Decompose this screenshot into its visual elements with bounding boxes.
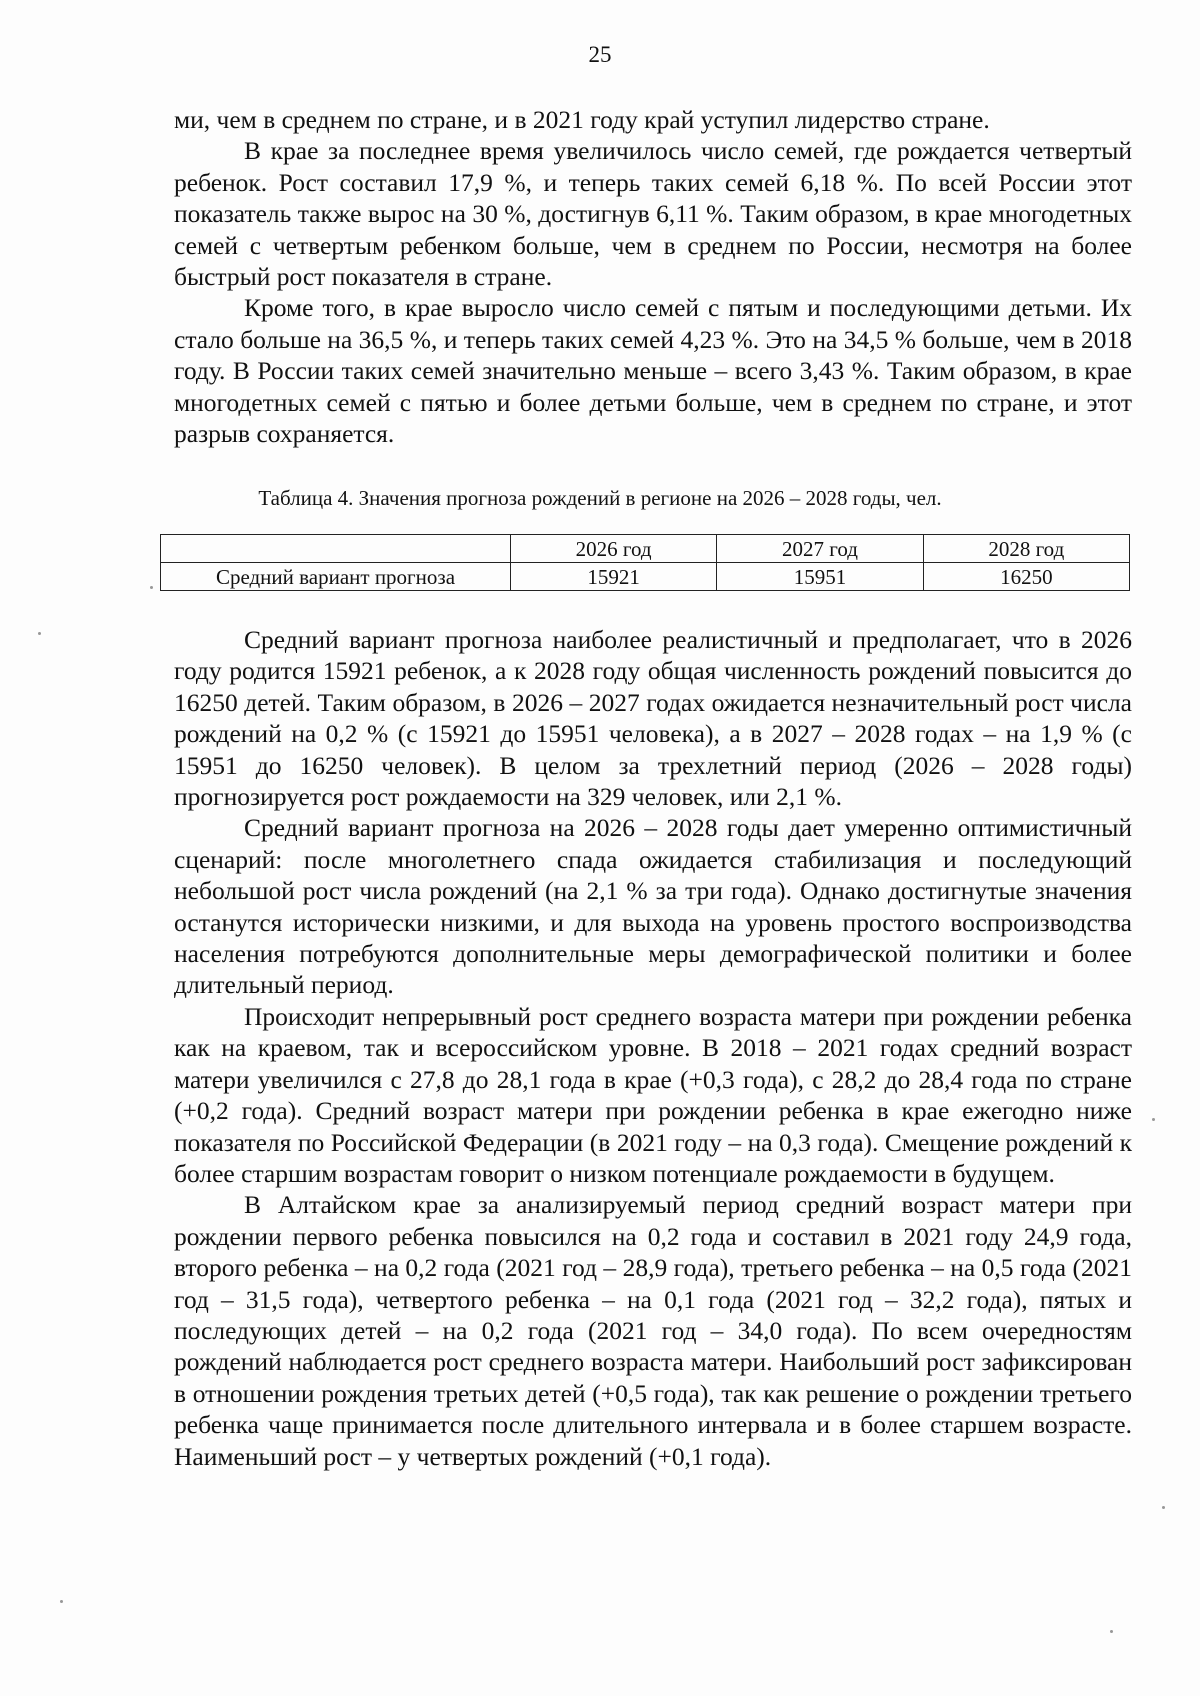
scan-speck — [1162, 1506, 1165, 1509]
table-cell: 16250 — [923, 563, 1129, 591]
table-cell: 15921 — [510, 563, 716, 591]
table-header-cell: 2027 год — [717, 535, 923, 563]
table-row-label: Средний вариант прогноза — [161, 563, 511, 591]
table-header-cell: 2026 год — [510, 535, 716, 563]
bottom-text-block — [174, 624, 1132, 1472]
paragraph: Происходит непрерывный рост среднего возраста матери при рождении ребенка как на краевом, так и всероссийском уровне. В 2018 – 2021 годах средний возраст матери увеличился с 27,8 до 28,1 года в крае (+0,3 года), с 28,2 до 28,4 года по стране (+0,2 года). Средний возраст матери при рождении ребенка в крае ежегодно ниже показателя по Российской Федерации (в 2021 году – на 0,3 года). Смещение рождений к более старшим возрастам говорит о низком потенциале рождаемости в будущем. — [174, 1001, 1132, 1188]
table-header-cell — [161, 535, 511, 563]
page-number: 25 — [588, 42, 612, 67]
top-text-block — [174, 104, 1132, 449]
scan-speck — [1110, 1630, 1113, 1633]
table-header-row — [161, 535, 1130, 563]
paragraph: ми, чем в среднем по стране, и в 2021 году край уступил лидерство стране. — [174, 105, 990, 134]
table-row — [161, 563, 1130, 591]
paragraph: Кроме того, в крае выросло число семей с пятым и последующими детьми. Их стало больше на 36,5 %, и теперь таких семей 4,23 %. Это на 34,5 % больше, чем в 2018 году. В России таких семей значительно меньше – всего 3,43 %. Таким образом, в крае многодетных семей с пятью и более детьми больше, чем в среднем по стране, и этот разрыв сохраняется. — [174, 293, 1132, 449]
paragraph: В Алтайском крае за анализируемый период средний возраст матери при рождении первого ребенка повысился на 0,2 года и составил в 2021 году 24,9 года, второго ребенка – на 0,2 года (2021 год – 28,9 года), третьего ребенка – на 0,5 года (2021 год – 31,5 года), четвертого ребенка – на 0,1 года (2021 год – 32,2 года), пятых и последующих детей – на 0,2 года (2021 год – 34,0 года). По всем очередностям рождений наблюдается рост среднего возраста матери. Наибольший рост зафиксирован в отношении рождения третьих детей (+0,5 года), так как решение о рождении третьего ребенка чаще принимается после длительного интервала и в более старшем возрасте. Наименьший рост – у четвертых рождений (+0,1 года). — [174, 1190, 1132, 1471]
scan-speck — [1152, 1118, 1155, 1121]
scan-speck — [38, 632, 41, 635]
scan-speck — [60, 1600, 63, 1603]
table-header-cell: 2028 год — [923, 535, 1129, 563]
forecast-table — [160, 534, 1130, 591]
table-cell: 15951 — [717, 563, 923, 591]
scan-speck — [150, 586, 153, 589]
paragraph: Средний вариант прогноза наиболее реалистичный и предполагает, что в 2026 году родится 15921 ребенок, а к 2028 году общая численность рождений повысится до 16250 детей. Таким образом, в 2026 – 2027 годах ожидается незначительный рост числа рождений на 0,2 % (с 15921 до 15951 человека), а в 2027 – 2028 годах – на 1,9 % (с 15951 до 16250 человек). В целом за трехлетний период (2026 – 2028 годы) прогнозируется рост рождаемости на 329 человек, или 2,1 %. — [174, 625, 1132, 812]
paragraph: Средний вариант прогноза на 2026 – 2028 годы дает умеренно оптимистичный сценарий: после многолетнего спада ожидается стабилизация и последующий небольшой рост числа рождений (на 2,1 % за три года). Однако достигнутые значения останутся исторически низкими, и для выхода на уровень простого воспроизводства населения потребуются дополнительные меры демографической политики и более длительный период. — [174, 813, 1132, 1000]
paragraph: В крае за последнее время увеличилось число семей, где рождается четвертый ребенок. Рост составил 17,9 %, и теперь таких семей 6,18 %. По всей России этот показатель также вырос на 30 %, достигнув 6,11 %. Таким образом, в крае многодетных семей с четвертым ребенком больше, чем в среднем по России, несмотря на более быстрый рост показателя в стране. — [174, 136, 1132, 292]
table-caption: Таблица 4. Значения прогноза рождений в регионе на 2026 – 2028 годы, чел. — [258, 486, 942, 510]
